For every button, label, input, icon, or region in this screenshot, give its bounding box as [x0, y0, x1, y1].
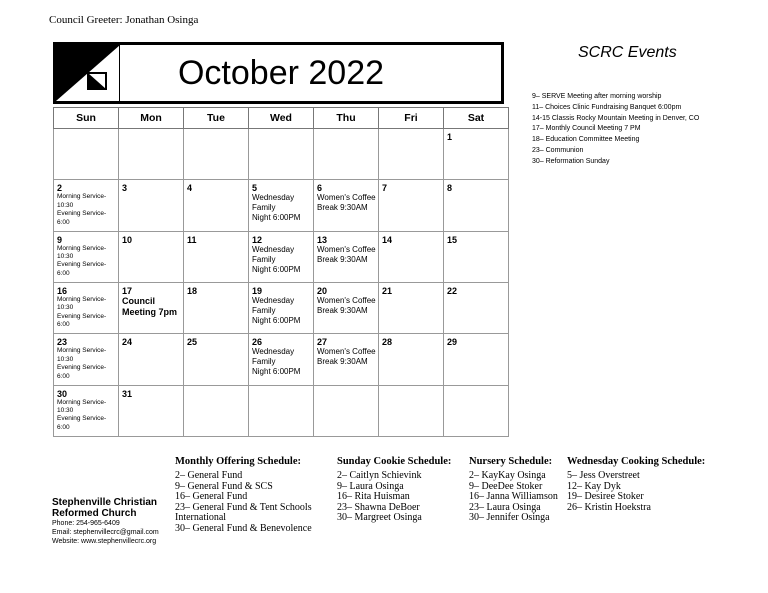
day-note: Break 9:30AM: [317, 203, 368, 213]
day-number: 24: [122, 337, 133, 348]
day-note: Evening Service- 6:00: [57, 261, 107, 277]
calendar-day-cell: [379, 180, 444, 231]
calendar-day-cell: [379, 282, 444, 333]
event-item: 14-15 Classis Rocky Mountain Meeting in Denver, CO: [532, 114, 700, 122]
event-item: 30– Reformation Sunday: [532, 157, 610, 165]
schedule-item: 30– Jennifer Osinga: [469, 512, 550, 524]
day-note: Morning Service-: [57, 193, 107, 201]
church-phone: Phone: 254-965-6409: [52, 520, 120, 527]
day-number: 21: [382, 285, 393, 296]
schedule-item: 2– Caitlyn Schievink: [337, 470, 422, 481]
schedule-item: 9– General Fund & SCS: [175, 480, 273, 492]
schedule-item: 26– Kristin Hoekstra: [567, 501, 651, 513]
calendar-day-cell: [379, 231, 444, 282]
calendar-day-cell: [249, 231, 314, 282]
day-note: Wednesday Family: [252, 347, 295, 367]
calendar-day-cell: [314, 180, 379, 231]
day-note: Wednesday Family: [252, 295, 295, 315]
day-header: Sat: [444, 108, 509, 129]
day-number: 15: [447, 234, 458, 245]
calendar-day-cell: [444, 231, 509, 282]
calendar-day-cell: [184, 282, 249, 333]
calendar-day-cell: [119, 334, 184, 385]
calendar-day-cell: [119, 385, 184, 436]
day-note: 10:30: [57, 407, 74, 415]
day-number: 28: [382, 337, 393, 348]
day-note: 10:30: [57, 304, 74, 312]
day-number: 13: [317, 234, 328, 245]
day-note: Wednesday Family: [252, 193, 295, 213]
schedule-item: 23– Shawna DeBoer: [337, 501, 420, 513]
day-number: 20: [317, 285, 328, 296]
day-number: 29: [447, 337, 458, 348]
day-number: 9: [57, 234, 63, 245]
calendar-day-cell: [54, 385, 119, 436]
calendar-day-cell: [249, 129, 314, 180]
day-note: 10:30: [57, 201, 74, 209]
schedule-title: Sunday Cookie Schedule:: [337, 456, 452, 467]
day-number: 6: [317, 183, 323, 194]
schedule-item: 16– Janna Williamson: [469, 491, 558, 503]
calendar-grid: [53, 107, 509, 437]
day-number: 18: [187, 285, 198, 296]
schedule-item: 30– General Fund & Benevolence: [175, 522, 312, 534]
day-header: Wed: [249, 108, 314, 129]
schedule-item: 12– Kay Dyk: [567, 480, 621, 492]
schedule-item: 2– KayKay Osinga: [469, 470, 546, 481]
calendar-day-cell: [54, 334, 119, 385]
day-number: 17: [122, 285, 133, 296]
event-item: 23– Communion: [532, 146, 584, 154]
calendar-week: [54, 334, 509, 385]
schedule-item: 5– Jess Overstreet: [567, 470, 640, 481]
calendar-day-cell: [249, 385, 314, 436]
calendar-week: [54, 180, 509, 231]
day-note: 10:30: [57, 355, 74, 363]
day-note: Night 6:00PM: [252, 213, 301, 223]
day-note: Break 9:30AM: [317, 357, 368, 367]
calendar-day-cell: [444, 385, 509, 436]
schedule-item: 30– Margreet Osinga: [337, 512, 422, 524]
day-note: Women's Coffee: [317, 244, 376, 254]
calendar-day-cell: [314, 282, 379, 333]
day-header: Fri: [379, 108, 444, 129]
day-note: Break 9:30AM: [317, 305, 368, 315]
day-number: 12: [252, 234, 263, 245]
day-note: Break 9:30AM: [317, 254, 368, 264]
schedule-item: 16– Rita Huisman: [337, 491, 410, 503]
day-note: Evening Service- 6:00: [57, 312, 107, 329]
calendar-day-cell: [54, 282, 119, 333]
calendar-day-cell: [249, 180, 314, 231]
day-number: 19: [252, 285, 263, 296]
calendar-day-cell: [314, 231, 379, 282]
day-note: Night 6:00PM: [252, 315, 301, 325]
church-email: Email: stephenvillecrc@gmail.com: [52, 529, 159, 536]
day-number: 25: [187, 337, 198, 348]
day-number: 22: [447, 285, 458, 296]
calendar-day-cell: [184, 385, 249, 436]
calendar-day-cell: [184, 129, 249, 180]
calendar-week: [54, 129, 509, 180]
calendar-day-cell: [119, 282, 184, 333]
schedule-item: 23– General Fund & Tent Schools: [175, 501, 312, 513]
calendar-day-cell: [444, 282, 509, 333]
day-number: 16: [57, 285, 68, 296]
day-note: 10:30: [57, 253, 74, 261]
schedule-title: Monthly Offering Schedule:: [175, 456, 301, 467]
nursery-schedule: [469, 456, 558, 524]
schedule-item: 2– General Fund: [175, 470, 243, 481]
event-item: 18– Education Committee Meeting: [532, 136, 640, 144]
calendar-day-cell: [314, 334, 379, 385]
offering-schedule: [175, 456, 312, 535]
day-note: Morning Service-: [57, 244, 107, 252]
schedule-item: International: [175, 512, 227, 524]
calendar-day-cell: [119, 180, 184, 231]
calendar-day-cell: [184, 180, 249, 231]
calendar-day-cell: [444, 180, 509, 231]
day-note: Women's Coffee: [317, 347, 376, 357]
day-header: Sun: [54, 108, 119, 129]
month-title: October 2022: [177, 54, 385, 92]
calendar-day-cell: [54, 180, 119, 231]
day-number: 11: [187, 234, 197, 245]
day-note: Evening Service- 6:00: [57, 415, 107, 431]
schedule-item: 9– Laura Osinga: [337, 480, 404, 492]
calendar-day-cell: [314, 129, 379, 180]
calendar-day-cell: [119, 231, 184, 282]
day-number: 8: [447, 183, 453, 194]
calendar-day-cell: [249, 334, 314, 385]
day-number: 3: [122, 183, 128, 194]
calendar-day-cell: [184, 231, 249, 282]
calendar-day-cell: [249, 282, 314, 333]
church-name-line1: Stephenville Christian: [52, 497, 158, 508]
day-number: 27: [317, 337, 328, 348]
day-header: Tue: [184, 108, 249, 129]
day-number: 1: [447, 132, 453, 142]
day-number: 26: [252, 337, 263, 348]
day-number: 23: [57, 337, 68, 348]
schedule-item: 9– DeeDee Stoker: [469, 480, 543, 492]
calendar-day-cell: [444, 334, 509, 385]
day-number: 31: [122, 388, 133, 399]
day-header: Thu: [314, 108, 379, 129]
schedule-title: Wednesday Cooking Schedule:: [567, 456, 706, 467]
events-title: SCRC Events: [578, 44, 677, 61]
calendar-day-cell: [119, 129, 184, 180]
calendar-day-cell: [379, 129, 444, 180]
day-note: Council: [122, 295, 155, 306]
church-website: Website: www.stephenvillecrc.org: [52, 538, 157, 545]
schedule-item: 23– Laura Osinga: [469, 501, 541, 513]
day-note: Morning Service-: [57, 295, 107, 303]
church-logo-icon: [56, 45, 120, 101]
day-note: Evening Service- 6:00: [57, 210, 107, 226]
day-note: Morning Service-: [57, 347, 107, 355]
day-number: 2: [57, 183, 63, 194]
calendar-day-cell: [314, 385, 379, 436]
cookie-schedule: [337, 456, 451, 524]
council-greeter: Council Greeter: Jonathan Osinga: [49, 14, 199, 26]
cooking-schedule: [567, 456, 705, 513]
church-info: [52, 497, 159, 546]
day-note: Morning Service-: [57, 398, 107, 406]
church-name: [52, 497, 159, 519]
day-number: 10: [122, 234, 133, 245]
day-number: 7: [382, 183, 388, 194]
day-number: 5: [252, 183, 258, 194]
calendar-day-cell: [379, 334, 444, 385]
calendar-day-headers: [54, 108, 509, 129]
schedule-item: 16– General Fund: [175, 491, 248, 503]
schedule-item: 19– Desiree Stoker: [567, 491, 644, 503]
calendar-day-cell: [444, 129, 509, 180]
day-note: Women's Coffee: [317, 193, 376, 203]
day-note: Wednesday Family: [252, 244, 295, 264]
calendar-week: [54, 231, 509, 282]
day-note: Women's Coffee: [317, 295, 376, 305]
day-number: 4: [187, 183, 193, 194]
calendar-week: [54, 282, 509, 333]
calendar-day-cell: [54, 129, 119, 180]
day-note: Evening Service- 6:00: [57, 364, 107, 380]
event-item: 11– Choices Clinic Fundraising Banquet 6:00pm: [532, 103, 682, 111]
calendar-week: [54, 385, 509, 436]
day-note: Night 6:00PM: [252, 367, 301, 377]
calendar-day-cell: [379, 385, 444, 436]
day-note: Night 6:00PM: [252, 264, 301, 274]
day-note: Meeting 7pm: [122, 306, 178, 317]
day-header: Mon: [119, 108, 184, 129]
calendar-day-cell: [184, 334, 249, 385]
event-item: 9– SERVE Meeting after morning worship: [532, 93, 662, 100]
calendar-day-cell: [54, 231, 119, 282]
church-name-line2: Reformed Church: [52, 508, 137, 519]
schedule-title: Nursery Schedule:: [469, 456, 553, 467]
day-number: 30: [57, 388, 68, 399]
events-list: [532, 92, 699, 168]
event-item: 17– Monthly Council Meeting 7 PM: [532, 125, 641, 133]
day-number: 14: [382, 234, 393, 245]
